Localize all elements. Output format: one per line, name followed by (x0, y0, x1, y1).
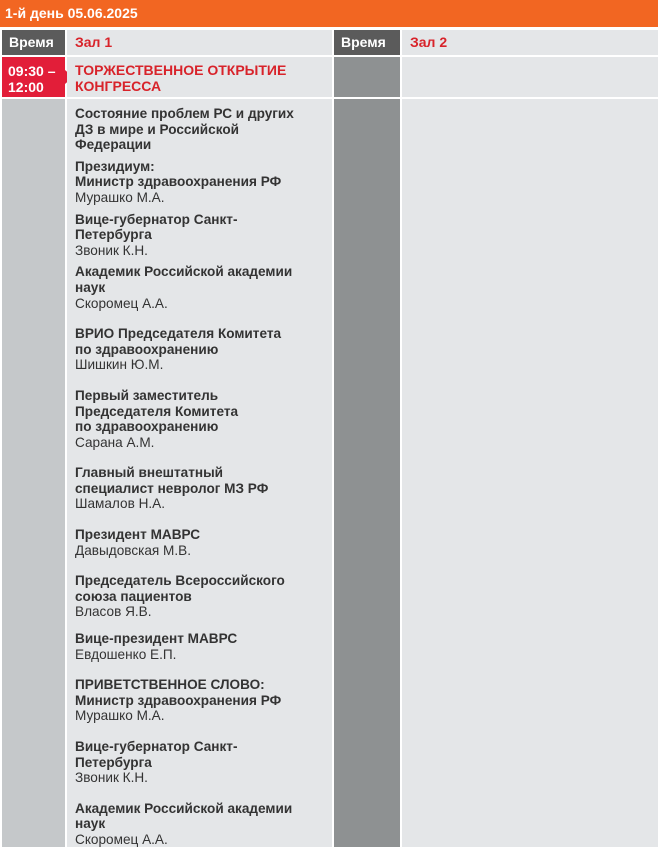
item-title: Академик Российской академии наук (75, 264, 293, 295)
program-item (75, 573, 333, 620)
hall2-cell-program (402, 99, 658, 847)
program-item (75, 739, 333, 786)
program-item (75, 264, 333, 311)
program-time-cell (2, 99, 65, 847)
hall2-cell-opening (402, 57, 658, 97)
item-title: ВРИО Председателя Комитета по здравоохранению (75, 326, 282, 357)
item-person: Звоник К.Н. (75, 242, 148, 258)
item-title: Председатель Всероссийского союза пациентов (75, 573, 285, 604)
item-title: Президент МАВРС (75, 527, 201, 543)
day-banner: 1-й день 05.06.2025 (0, 0, 658, 27)
item-person: Власов Я.В. (75, 604, 152, 620)
item-title: ПРИВЕТСТВЕННОЕ СЛОВО: Министр здравоохранения РФ (75, 677, 282, 708)
program-item (75, 677, 333, 724)
time-header-right: Время (334, 30, 400, 55)
item-person: Мурашко М.А. (75, 708, 165, 724)
item-person: Звоник К.Н. (75, 770, 148, 786)
program-item (75, 326, 333, 373)
item-title: Вице-губернатор Санкт- Петербурга (75, 211, 238, 243)
item-person: Скоромец А.А. (75, 831, 168, 847)
item-title: Вице-губернатор Санкт- Петербурга (75, 739, 238, 770)
item-person: Сарана А.М. (75, 434, 155, 450)
opening-time: 09:30 – 12:00 (2, 57, 65, 97)
item-title: Академик Российской академии наук (75, 800, 293, 832)
item-person: Давыдовская М.В. (75, 542, 192, 558)
item-title: Состояние проблем РС и других ДЗ в мире и Российской Федерации (75, 106, 294, 153)
program-item (75, 388, 333, 450)
hall2-time-cell-program (334, 99, 400, 847)
hall1-header: Зал 1 (67, 30, 332, 55)
program-item (75, 159, 333, 206)
program-list (75, 106, 333, 848)
item-title: Первый заместитель Председателя Комитета по здравоохранению (75, 387, 239, 435)
program-item (75, 801, 333, 848)
item-person: Скоромец А.А. (75, 295, 168, 311)
item-title: Президиум: Министр здравоохранения РФ (75, 158, 282, 190)
program-item (75, 631, 333, 662)
program-item (75, 106, 333, 153)
program-item (75, 465, 333, 512)
hall2-header: Зал 2 (402, 30, 658, 55)
item-person: Шамалов Н.А. (75, 496, 166, 512)
opening-title: ТОРЖЕСТВЕННОЕ ОТКРЫТИЕ КОНГРЕССА (75, 62, 287, 94)
item-person: Шишкин Ю.М. (75, 357, 164, 373)
program-item (75, 212, 333, 259)
hall2-time-cell-opening (334, 57, 400, 97)
item-title: Главный внештатный специалист невролог МЗ РФ (75, 465, 269, 496)
time-header-left: Время (2, 30, 65, 55)
item-person: Евдошенко Е.П. (75, 646, 177, 662)
opening-cell (67, 57, 332, 97)
program-item (75, 527, 333, 558)
item-person: Мурашко М.А. (75, 189, 165, 205)
item-title: Вице-президент МАВРС (75, 631, 238, 647)
